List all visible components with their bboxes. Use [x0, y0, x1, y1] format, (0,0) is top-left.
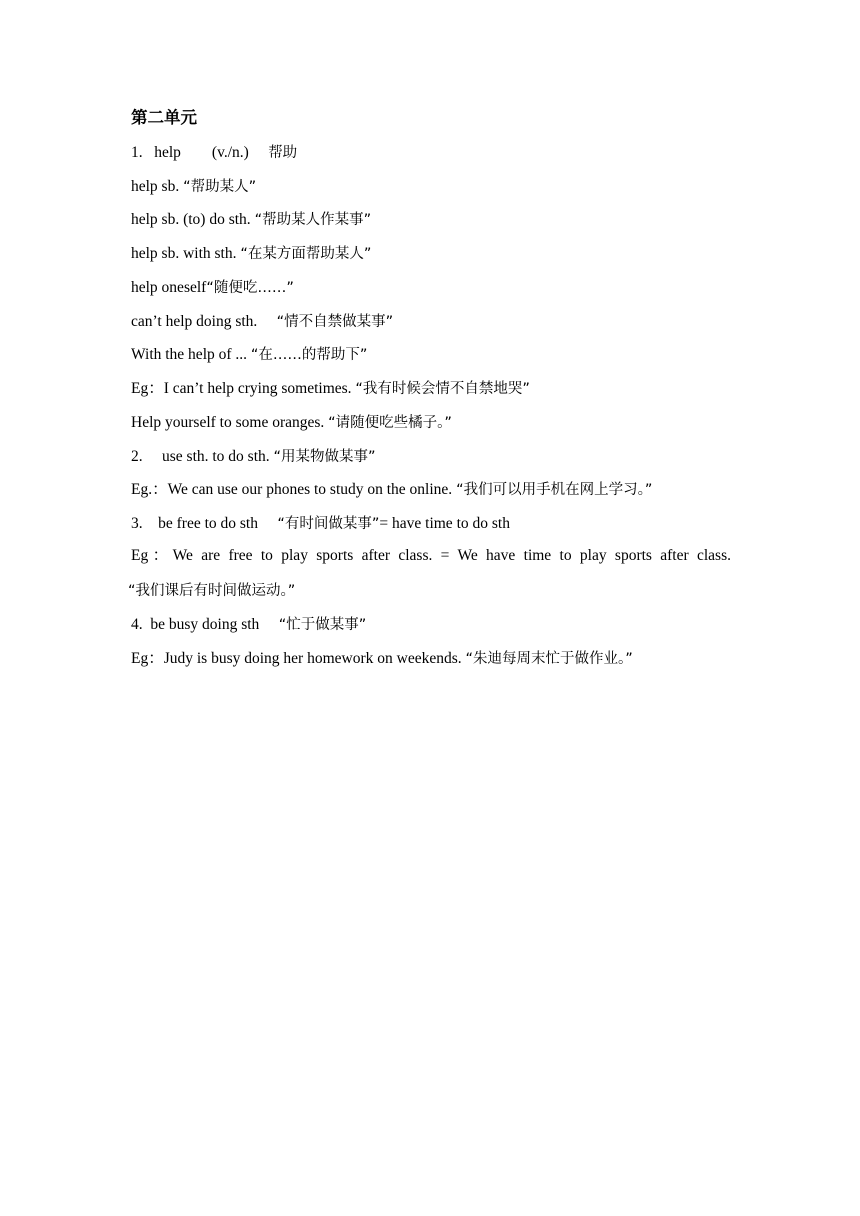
vocab-line	[131, 514, 510, 534]
line-en-suffix: = have time to do sth	[379, 515, 510, 532]
line-en: help oneself	[131, 279, 207, 296]
line-en: help sb.	[131, 178, 184, 195]
vocab-line	[131, 210, 371, 230]
line-zh: “情不自禁做某事”	[276, 314, 394, 330]
line-en: help sb. with sth.	[131, 245, 241, 262]
example-line	[131, 480, 652, 500]
example-line	[131, 649, 633, 669]
line-en: Eg.：We can use our phones to study on the online.	[131, 481, 457, 498]
line-zh: “帮助某人”	[183, 179, 257, 195]
vocab-line	[131, 244, 371, 264]
line-zh: 帮助	[268, 145, 298, 161]
line-zh: “朱迪每周末忙于做作业。”	[465, 651, 633, 667]
vocab-line	[131, 615, 366, 635]
example-line	[131, 379, 530, 399]
line-zh: “在……的帮助下”	[250, 347, 368, 363]
line-zh: “用某物做某事”	[273, 449, 376, 465]
vocab-line	[131, 312, 393, 332]
vocab-line	[131, 177, 256, 197]
vocab-line	[131, 345, 367, 365]
line-en: 1. help (v./n.)	[131, 144, 269, 161]
line-en: 2. use sth. to do sth.	[131, 448, 274, 465]
line-en: 3. be free to do sth	[131, 515, 278, 532]
example-translation-line	[128, 581, 295, 601]
example-line: Eg：We are free to play sports after class. = We have time to play sports after class.	[131, 547, 731, 564]
line-en: Eg：Judy is busy doing her homework on weekends.	[131, 650, 466, 667]
line-zh: “我们可以用手机在网上学习。”	[456, 482, 653, 498]
vocab-line	[131, 447, 376, 467]
line-zh: “我有时候会情不自禁地哭”	[355, 381, 530, 397]
line-zh: “有时间做某事”	[277, 516, 380, 532]
vocab-line	[131, 278, 294, 298]
line-en: Eg：I can’t help crying sometimes.	[131, 380, 356, 397]
line-en: Help yourself to some oranges.	[131, 414, 329, 431]
vocab-line	[131, 143, 297, 163]
line-zh: “帮助某人作某事”	[254, 212, 372, 228]
line-en: help sb. (to) do sth.	[131, 211, 255, 228]
line-zh: “忙于做某事”	[278, 617, 367, 633]
line-en: 4. be busy doing sth	[131, 616, 279, 633]
line-zh: “请随便吃些橘子。”	[328, 415, 452, 431]
page-title: 第二单元	[131, 108, 197, 127]
line-en: can’t help doing sth.	[131, 313, 277, 330]
line-zh: “我们课后有时间做运动。”	[128, 583, 296, 599]
example-line	[131, 413, 452, 433]
line-zh: “在某方面帮助某人”	[240, 246, 372, 262]
line-zh: “随便吃……”	[206, 280, 294, 296]
line-en: With the help of ...	[131, 346, 251, 363]
